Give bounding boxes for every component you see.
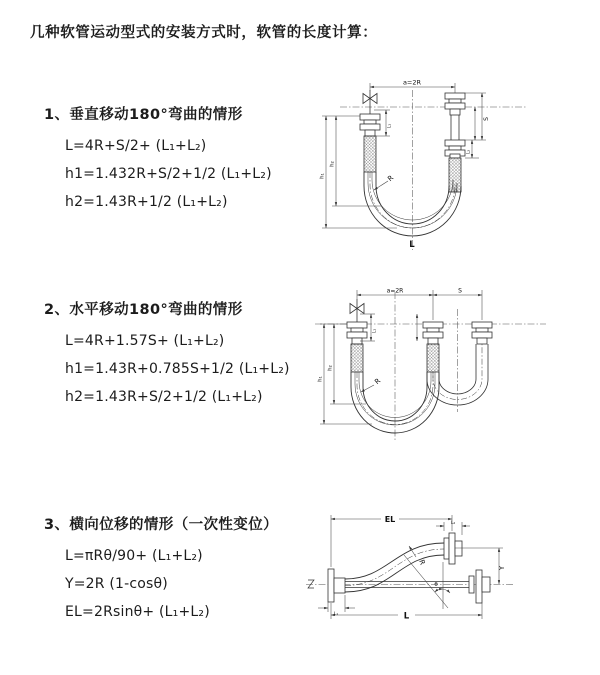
- formula-line: h1=1.432R+S/2+1/2 (L₁+L₂): [65, 166, 272, 182]
- section-vertical-180: [44, 103, 272, 216]
- dim-label-s: S: [458, 287, 462, 295]
- braided-hose-section: [351, 344, 363, 372]
- dim-label-a2r: a=2R: [402, 78, 422, 87]
- section-1-formulas: [65, 132, 272, 216]
- dimension-lines: [318, 515, 503, 619]
- length-label: L: [409, 240, 415, 250]
- dim-label-h2: h₂: [329, 161, 336, 167]
- dim-label-l2: L₂: [466, 149, 472, 155]
- dim-label-el: EL: [384, 515, 396, 524]
- radius-label: R: [417, 558, 427, 566]
- left-flange: [328, 569, 345, 602]
- length-label: L: [403, 611, 410, 622]
- formula-line: L=4R+S/2+ (L₁+L₂): [65, 138, 207, 154]
- valve-icon: [363, 90, 377, 114]
- dim-label-s: S: [483, 117, 490, 121]
- dim-label-l2: L₂: [450, 521, 456, 526]
- dim-label-a2r: a=2R: [386, 287, 404, 295]
- dim-label-h1: h₁: [319, 173, 326, 179]
- radius-label: R: [373, 376, 383, 387]
- left-fitting: [360, 114, 380, 136]
- middle-fitting: [423, 322, 443, 344]
- horizontal-180-bend-diagram: [310, 284, 552, 459]
- right-fitting: [472, 322, 492, 344]
- page-title: 几种软管运动型式的安装方式时，软管的长度计算：: [30, 25, 378, 41]
- dim-label-y: Y: [498, 565, 506, 571]
- formula-line: L=πRθ/90+ (L₁+L₂): [65, 548, 203, 564]
- formula-line: h1=1.43R+0.785S+1/2 (L₁+L₂): [65, 361, 290, 377]
- section-1-heading: 1、垂直移动180°弯曲的情形: [44, 107, 243, 123]
- right-fitting-upper: [445, 93, 465, 140]
- braided-hose-section: [364, 136, 376, 172]
- formula-line: EL=2Rsinθ+ (L₁+L₂): [65, 604, 210, 620]
- lateral-displacement-diagram: [298, 505, 588, 647]
- dim-label-l1: L₁: [387, 123, 393, 129]
- pipe-break-mark: [308, 580, 314, 588]
- formula-line: Y=2R (1-cosθ): [65, 576, 168, 592]
- braided-hose-section: [427, 344, 439, 372]
- section-2-heading: 2、水平移动180°弯曲的情形: [44, 302, 243, 318]
- angle-label: θ: [434, 582, 438, 588]
- dim-label-l1: L₁: [372, 328, 378, 334]
- angle-construction: [404, 555, 450, 609]
- section-3-formulas: [65, 542, 278, 626]
- dim-label-l1: L₁: [333, 612, 339, 617]
- valve-icon: [350, 299, 364, 322]
- formula-line: h2=1.43R+1/2 (L₁+L₂): [65, 194, 228, 210]
- radius-label: R: [386, 173, 396, 184]
- formula-line: h2=1.43R+S/2+1/2 (L₁+L₂): [65, 389, 263, 405]
- section-3-heading: 3、横向位移的情形（一次性变位）: [44, 517, 278, 533]
- formula-line: L=4R+1.57S+ (L₁+L₂): [65, 333, 225, 349]
- dim-label-h1: h₁: [317, 376, 324, 382]
- upper-flange: [444, 533, 462, 564]
- dim-label-h2: h₂: [327, 365, 334, 371]
- section-2-formulas: [65, 327, 290, 411]
- section-lateral-displacement: [44, 513, 278, 626]
- left-fitting: [347, 322, 367, 344]
- right-fitting-lower: [445, 140, 465, 158]
- vertical-180-bend-diagram: [312, 74, 542, 254]
- section-horizontal-180: [44, 298, 290, 411]
